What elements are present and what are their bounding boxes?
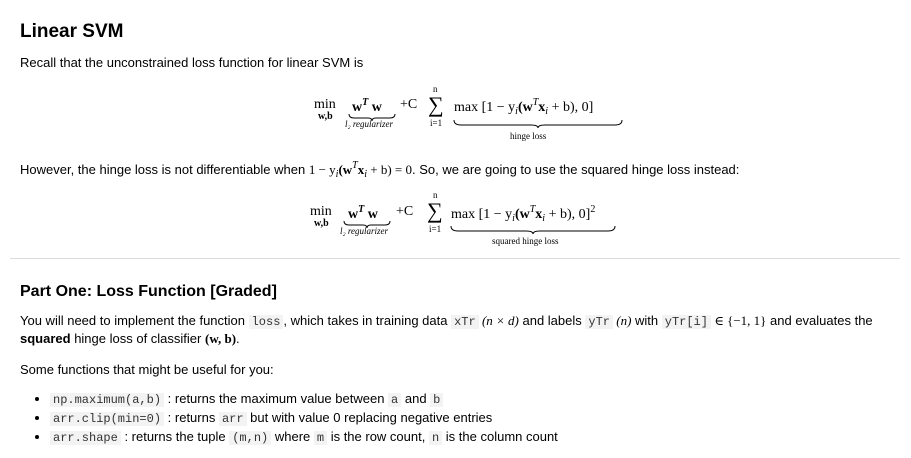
eq1-min-sub: w,b bbox=[318, 111, 333, 122]
part-one-line-2: squared hinge loss of classifier (w, b). bbox=[20, 331, 240, 346]
part-one-line-1: You will need to implement the function loss , which takes in training data xTr (n × d) and labels yTr (n) with yTr[i] ∈ {−1, 1} and evaluates the bbox=[20, 313, 873, 329]
eq1-hinge-brace bbox=[453, 119, 623, 129]
eq2-min: min bbox=[310, 204, 332, 219]
code-ytr-i: yTr[i] bbox=[662, 315, 711, 329]
eq2-sum-bottom: i=1 bbox=[429, 224, 442, 234]
page-title: Linear SVM bbox=[20, 21, 124, 42]
list-item: • np.maximum(a,b) : returns the maximum value between a and b bbox=[50, 390, 558, 409]
eq1-hinge: $\max [1 - y_i(w^Tx_i + b)$, 0] bbox=[454, 97, 594, 117]
useful-intro: Some functions that might be useful for you: bbox=[20, 362, 274, 377]
eq2-hinge-label: squared hinge loss bbox=[492, 236, 559, 246]
code-xtr: xTr bbox=[451, 315, 479, 329]
eq2-squared-hinge: $\max [1 - y_i(w^Tx_i + b)$, 0]$^2$ bbox=[451, 204, 596, 224]
section-divider bbox=[10, 258, 900, 259]
eq1-hinge-label: hinge loss bbox=[510, 131, 547, 141]
eq2-sum-top: n bbox=[433, 190, 438, 200]
eq2-reg-label: l₂ regularizer bbox=[340, 226, 389, 236]
sigma-icon: ∑ bbox=[427, 198, 443, 223]
eq2-min-sub: w,b bbox=[314, 218, 329, 229]
eq1-sum-top: n bbox=[433, 84, 438, 94]
list-item: • arr.clip(min=0) : returns arr but with value 0 replacing negative entries bbox=[50, 409, 558, 428]
function-list bbox=[32, 390, 558, 447]
eq2-regularizer: $w^T$ w bbox=[348, 204, 378, 222]
sigma-icon: ∑ bbox=[428, 92, 444, 117]
code-loss: loss bbox=[249, 315, 284, 329]
section-title: Part One: Loss Function [Graded] bbox=[20, 283, 277, 300]
eq1-min: min bbox=[314, 97, 336, 112]
code-ytr: yTr bbox=[585, 315, 613, 329]
list-item: • arr.shape : returns the tuple (m,n) where m is the row count, n is the column count bbox=[50, 428, 558, 447]
eq1-regularizer: $w^T$ w bbox=[352, 97, 382, 115]
eq2-hinge-brace bbox=[450, 225, 616, 235]
however-text: However, the hinge loss is not differentiable when $1 - y_i(w^Tx_i + b) = 0$. So, we are going to use the squared hinge loss instead: bbox=[20, 160, 740, 180]
eq2-plus-c: +C bbox=[396, 204, 414, 219]
eq1-sum-bottom: i=1 bbox=[430, 118, 443, 128]
eq1-reg-label: l₂ regularizer bbox=[345, 119, 394, 129]
eq1-plus-c: +C bbox=[400, 97, 418, 112]
intro-text: Recall that the unconstrained loss function for linear SVM is bbox=[20, 55, 364, 70]
